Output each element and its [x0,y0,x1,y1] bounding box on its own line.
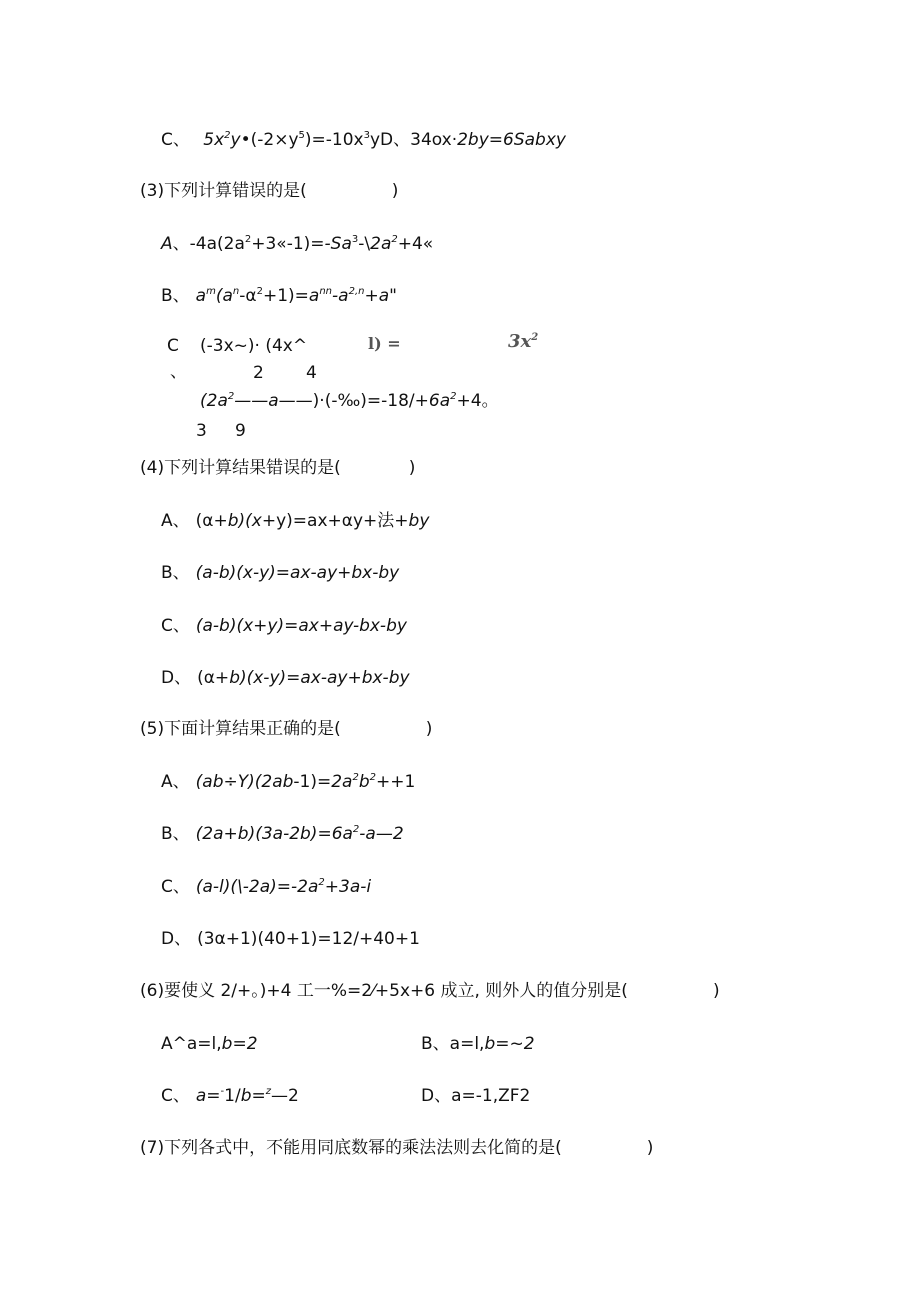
expr-part: ++1 [376,772,416,792]
q3-option-c-num-2: 2 [253,363,264,383]
expr-part: ——a—— [234,391,313,411]
expr-part: (a [215,286,233,306]
q3-option-c-num-9: 9 [235,421,246,441]
expr-part: b)(x-y)=ax-ay+bx-by [229,668,410,688]
q3-option-b [161,285,397,307]
q5-option-b [161,823,404,845]
sup: 2 [224,130,231,141]
q3-option-a [161,233,433,255]
sup: 2 [227,391,235,402]
expr-part: 2a [370,234,392,254]
option-label: C、 [161,877,190,897]
expr-part: a= [195,1086,221,1106]
sup: 3 [351,234,359,245]
expr-part: 2by=6Sabxy [457,130,566,150]
question-5-title: (5)下面计算结果正确的是( ) [140,719,433,739]
q6-option-a [161,1033,258,1055]
option-label: C、 [161,616,190,636]
expr-part: a [195,286,207,306]
q4-option-c [161,615,407,637]
q3-option-c-num-3: 3 [196,421,207,441]
expr-part: (3α+1)(40+1)=12/+40+1 [197,929,420,949]
expr-part: +3«-1)= [251,234,325,254]
q3-option-c-dun: 、 [170,362,187,382]
q2-option-c [161,129,566,151]
q4-option-d [161,667,410,689]
expr-part: -α [239,286,257,306]
q6-option-b [421,1033,535,1055]
expr-part: —2 [271,1086,299,1106]
q6-option-c [161,1085,299,1107]
expr-part: (-2×y [250,130,299,150]
expr-part: 3x [508,331,532,352]
expr-part: (ab÷Y)(2ab [195,772,294,792]
expr-part: -a—2 [359,824,404,844]
option-label: C、 [161,1086,190,1106]
sup: 2 [352,824,360,835]
expr-part: +1)= [262,286,309,306]
q5-option-a [161,771,415,793]
question-7-title: (7)下列各式中，不能用同底数幂的乘法法则去化简的是( ) [140,1138,654,1158]
expr-part: b)(x [227,511,262,531]
q3-option-c-line1: (-3x~)· (4x^ [200,336,308,356]
expr-part: 1/ [224,1086,241,1106]
sup: z [265,1086,271,1097]
expr-part: )·(-‰)=-18/ [312,391,415,411]
option-label: A^a=l, [161,1034,222,1054]
option-label: B、a=l, [421,1034,485,1054]
expr-part: (α+ [195,511,228,531]
expr-part: +3a-i [324,877,372,897]
option-label: D、a=-1,ZF2 [421,1086,531,1106]
option-label: B、 [161,563,190,583]
sup: 2 [450,391,457,402]
q4-option-b [161,562,399,584]
expr-part: a [308,286,320,306]
sup: m [206,286,216,297]
sup: 2 [244,234,252,245]
expr-part: (a-b)(x-y)=ax-ay+bx-by [195,563,400,583]
expr-part: +6a [414,391,451,411]
expr-part: b=2 [221,1034,258,1054]
sup: 2 [369,772,377,783]
q3-option-c-image-term [508,331,538,353]
expr-part: +4« [397,234,434,254]
expr-part: -Sa [324,234,352,254]
sup: 3 [363,130,370,141]
sup: n [232,286,240,297]
q3-option-c-line3 [200,390,499,412]
question-4-title: (4)下列计算结果错误的是( ) [140,458,416,478]
q3-option-c-image-text: l) = [368,334,401,353]
expr-part: -1)= [293,772,332,792]
expr-part: -\ [358,234,371,254]
expr-part: (a-b)(x+y)=ax+ay-bx-by [195,616,407,636]
expr-part: b [358,772,370,792]
sup: 2 [352,772,359,783]
sup: 2 [256,286,263,297]
expr-part: (α+ [197,668,230,688]
expr-part: (a-l)(\-2a)=-2a [195,877,319,897]
sup: 2 [531,332,539,343]
q5-option-d [161,928,420,950]
q3-option-c-num-4: 4 [306,363,317,383]
expr-part: +4。 [456,391,499,411]
q5-option-c [161,876,371,898]
expr-part: +y)=ax+αy+法+ [261,511,409,531]
option-label: B、 [161,286,190,306]
option-label: D、 [161,668,192,688]
q6-option-d [421,1085,530,1107]
expr-part: b= [240,1086,266,1106]
sup: 5 [298,130,305,141]
expr-part: +a" [364,286,397,306]
expr-part: (2a [200,391,228,411]
question-3-title: (3)下列计算错误的是( ) [140,181,399,201]
expr-part: 5x [203,130,225,150]
expr-part: yD、34ox· [369,130,458,150]
sup: 2,n [348,286,365,297]
option-label: D、 [161,929,192,949]
sup: 2 [318,877,325,888]
expr-part: 、-4a(2a [172,234,245,254]
expr-part: b=~2 [484,1034,535,1054]
expr-part: -a [332,286,349,306]
sup: nn [319,286,333,297]
expr-part: )=-10x [304,130,364,150]
question-6-title: (6)要使义 2/+。)+4 工一%=2⁄+5x+6 成立, 则外人的值分别是( ) [140,981,720,1001]
option-label: C、 [161,130,190,150]
option-label: A [161,234,173,254]
expr-part: (2a+b)(3a-2b)=6a [195,824,353,844]
q4-option-a [161,510,429,532]
sup: - [220,1086,225,1097]
expr-part: by [408,511,430,531]
option-label: B、 [161,824,190,844]
expr-part: 2a [331,772,353,792]
expr-part: y• [230,130,251,150]
sup: 2 [391,234,398,245]
option-label: A、 [161,511,190,531]
q3-option-c-label: C [167,336,179,356]
option-label: A、 [161,772,190,792]
